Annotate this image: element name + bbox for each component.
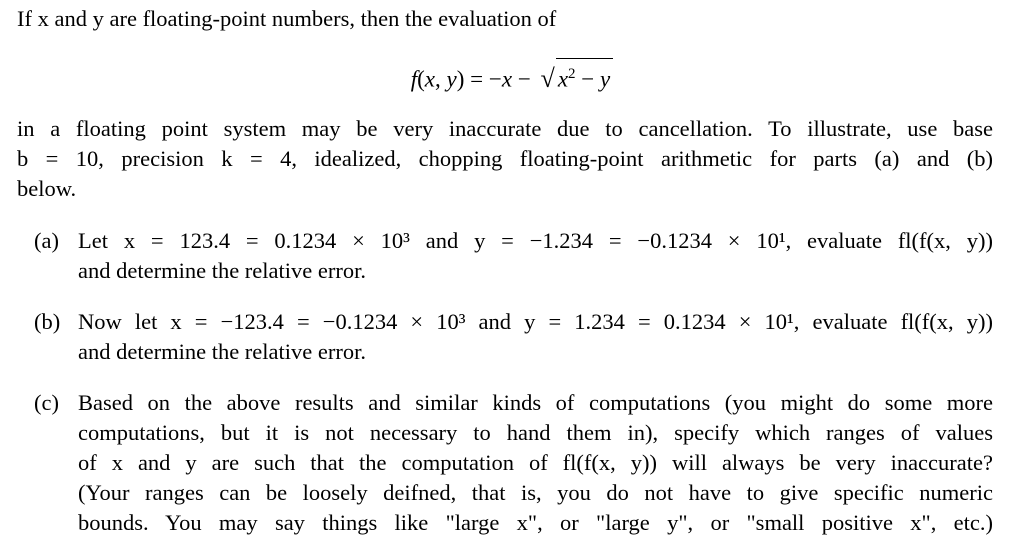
part-c-line5: bounds. You may say things like "large x", or "large y", or "small positive x", etc.)	[78, 510, 993, 535]
part-a-label: (a)	[34, 228, 59, 253]
intro-para-line1: in a floating point system may be very inaccurate due to cancellation. To illustrate, use base	[17, 116, 993, 141]
part-b-label: (b)	[34, 309, 61, 334]
intro-para-line2: b = 10, precision k = 4, idealized, chopping floating-point arithmetic for parts (a) and (b)	[17, 146, 993, 171]
intro-line: If x and y are floating-point numbers, then the evaluation of	[17, 6, 557, 31]
part-b-line2: and determine the relative error.	[78, 339, 366, 364]
part-a-line1: Let x = 123.4 = 0.1234 × 10³ and y = −1.234 = −0.1234 × 10¹, evaluate fl(f(x, y))	[78, 228, 993, 253]
part-c-label: (c)	[34, 390, 59, 415]
part-c-line4: (Your ranges can be loosely deifned, that is, you do not have to give specific numeric	[78, 480, 993, 505]
part-a-line2: and determine the relative error.	[78, 258, 366, 283]
intro-para-line3: below.	[17, 176, 77, 201]
part-c-line3: of x and y are such that the computation of fl(f(x, y)) will always be very inaccurate?	[78, 450, 993, 475]
part-b-line1: Now let x = −123.4 = −0.1234 × 10³ and y = 1.234 = 0.1234 × 10¹, evaluate fl(f(x, y))	[78, 309, 993, 334]
part-c-line2: computations, but it is not necessary to hand them in), specify which ranges of values	[78, 420, 993, 445]
part-c-line1: Based on the above results and similar kinds of computations (you might do some more	[78, 390, 993, 415]
formula: f(x, y) = −x − √ $x^2 - y$	[0, 58, 1024, 95]
